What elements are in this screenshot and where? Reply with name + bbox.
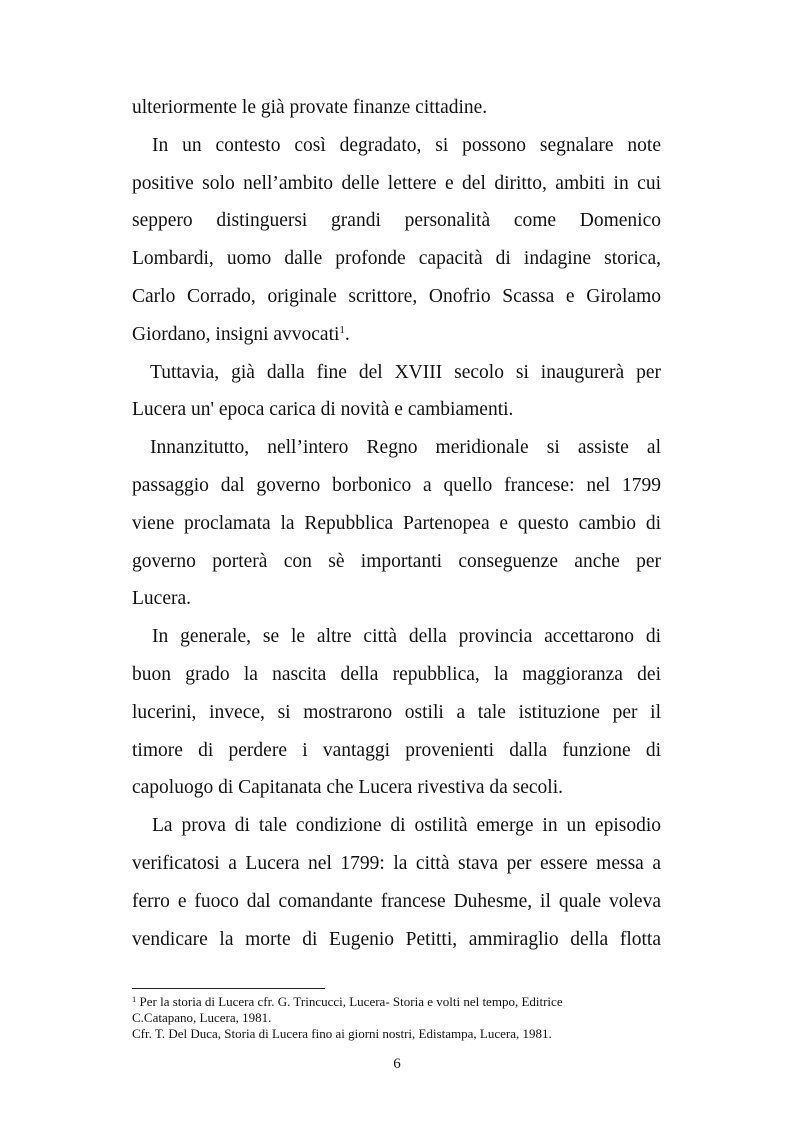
footnote-1-line-3: Cfr. T. Del Duca, Storia di Lucera fino ai giorni nostri, Edistampa, Lucera, 1981. <box>132 1026 552 1041</box>
footnote-reference: 1 <box>339 323 345 336</box>
body-line-18: timore di perdere i vantaggi provenienti dalla funzione di <box>132 739 661 761</box>
body-line-5: Lombardi, uomo dalle profonde capacità di indagine storica, <box>132 248 661 270</box>
body-line-3: positive solo nell’ambito delle lettere e del diritto, ambiti in cui <box>132 172 661 194</box>
page-number: 6 <box>393 1056 401 1072</box>
body-text <box>132 89 661 958</box>
body-line-9: Lucera un' epoca carica di novità e cambiamenti. <box>132 399 514 421</box>
body-line-16: buon grado la nascita della repubblica, la maggioranza dei <box>132 663 661 685</box>
body-line-8: Tuttavia, già dalla fine del XVIII secolo si inaugurerà per <box>150 361 661 383</box>
footnotes <box>132 994 662 1042</box>
body-line-13: governo porterà con sè importanti conseguenze anche per <box>132 550 661 572</box>
body-line-11: passaggio dal governo borbonico a quello francese: nel 1799 <box>132 474 661 496</box>
body-line-7 <box>132 316 661 354</box>
footnote-1-line-2: C.Catapano, Lucera, 1981. <box>132 1010 272 1025</box>
body-line-7-text: Giordano, insigni avvocati <box>132 323 340 345</box>
body-line-4: seppero distinguersi grandi personalità come Domenico <box>132 210 661 232</box>
body-line-1: ulteriormente le già provate finanze cittadine. <box>132 97 488 118</box>
body-line-22: ferro e fuoco dal comandante francese Duhesme, il quale voleva <box>132 890 661 912</box>
body-line-14: Lucera. <box>132 588 191 610</box>
body-line-17: lucerini, invece, si mostrarono ostili a tale istituzione per il <box>132 701 661 723</box>
body-line-10: Innanzitutto, nell’intero Regno meridionale si assiste al <box>150 437 661 459</box>
body-line-15: In generale, se le altre città della provincia accettarono di <box>152 626 661 648</box>
body-line-20: La prova di tale condizione di ostilità emerge in un episodio <box>152 815 661 837</box>
footnote-divider <box>132 988 325 989</box>
body-line-19: capoluogo di Capitanata che Lucera rivestiva da secoli. <box>132 777 563 799</box>
footnote-reference-suffix: . <box>344 323 350 345</box>
footnote-1-text: Per la storia di Lucera cfr. G. Trincucci, Lucera- Storia e volti nel tempo, Editrice <box>136 994 563 1009</box>
body-line-23: vendicare la morte di Eugenio Petitti, ammiraglio della flotta <box>132 928 661 950</box>
body-line-21: verificatosi a Lucera nel 1799: la città stava per essere messa a <box>132 852 661 874</box>
body-line-12: viene proclamata la Repubblica Partenopea e questo cambio di <box>132 512 661 534</box>
footnote-1-line-1 <box>132 994 662 1010</box>
footnote-marker: 1 <box>132 994 137 1004</box>
body-line-6: Carlo Corrado, originale scrittore, Onofrio Scassa e Girolamo <box>132 285 661 307</box>
body-line-2: In un contesto così degradato, si possono segnalare note <box>152 134 661 156</box>
